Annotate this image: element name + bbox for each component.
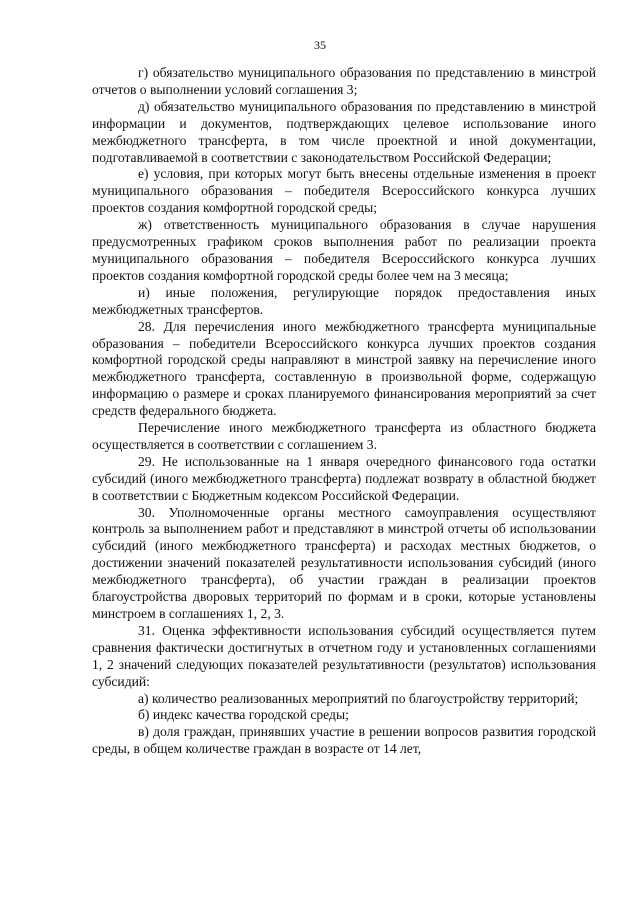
paragraph-transfer: Перечисление иного межбюджетного трансферта из областного бюджета осуществляется в соответствии с соглашением 3. bbox=[92, 420, 596, 452]
paragraph-d: д) обязательство муниципального образования по представлению в минстрой информации и документов, подтверждающих целевое использование иного межбюджетного трансферта, в том числе проектной и иной документации, подготавливаемой в соответствии с законодательством Российской Федерации; bbox=[92, 98, 596, 165]
paragraph-28: 28. Для перечисления иного межбюджетного трансферта муниципальные образования – победители Всероссийского конкурса лучших проектов создания комфортной городской среды направляют в минстрой заявку на перечисление иного межбюджетного трансферта, составленную в произвольной форме, содержащую информацию о размере и сроках планируемого финансирования мероприятий за счет средств федерального бюджета. bbox=[92, 318, 596, 419]
paragraph-i: и) иные положения, регулирующие порядок предоставления иных межбюджетных трансфертов. bbox=[92, 284, 596, 317]
paragraph-g: г) обязательство муниципального образования по представлению в минстрой отчетов о выполнении условий соглашения 3; bbox=[92, 65, 596, 97]
paragraph-30: 30. Уполномоченные органы местного самоуправления осуществляют контроль за выполнением работ и представляют в минстрой отчеты об использовании субсидий (иного межбюджетного трансферта) и расходах местных бюджетов, о достижении значений показателей результативности использования субсидий (иного межбюджетного трансферта), об участии граждан в реализации проектов благоустройства дворовых территорий по формам и в сроки, которые установлены минстроем в соглашениях 1, 2, 3. bbox=[92, 504, 596, 621]
paragraph-31: 31. Оценка эффективности использования субсидий осуществляется путем сравнения фактически достигнутых в отчетном году и установленных соглашениями 1, 2 значений следующих показателей результативности (результатов) использования субсидий: bbox=[92, 622, 596, 689]
page-number: 35 bbox=[314, 38, 326, 52]
paragraph-e: е) условия, при которых могут быть внесены отдельные изменения в проект муниципального образования – победителя Всероссийского конкурса лучших проектов создания комфортной городской среды; bbox=[92, 166, 596, 216]
document-body bbox=[92, 65, 596, 758]
paragraph-b: б) индекс качества городской среды; bbox=[138, 707, 349, 723]
paragraph-zh: ж) ответственность муниципального образования в случае нарушения предусмотренных графиком сроков выполнения работ по реализации проекта муниципального образования – победителя Всероссийского конкурса лучших проектов создания комфортной городской среды более чем на 3 месяца; bbox=[92, 217, 596, 283]
paragraph-v: в) доля граждан, принявших участие в решении вопросов развития городской среды, в общем количестве граждан в возрасте от 14 лет, bbox=[92, 724, 596, 757]
paragraph-a: а) количество реализованных мероприятий по благоустройству территорий; bbox=[138, 690, 579, 706]
paragraph-29: 29. Не использованные на 1 января очередного финансового года остатки субсидий (иного межбюджетного трансферта) подлежат возврату в областной бюджет в соответствии с Бюджетным кодексом Российской Федерации. bbox=[92, 453, 596, 503]
